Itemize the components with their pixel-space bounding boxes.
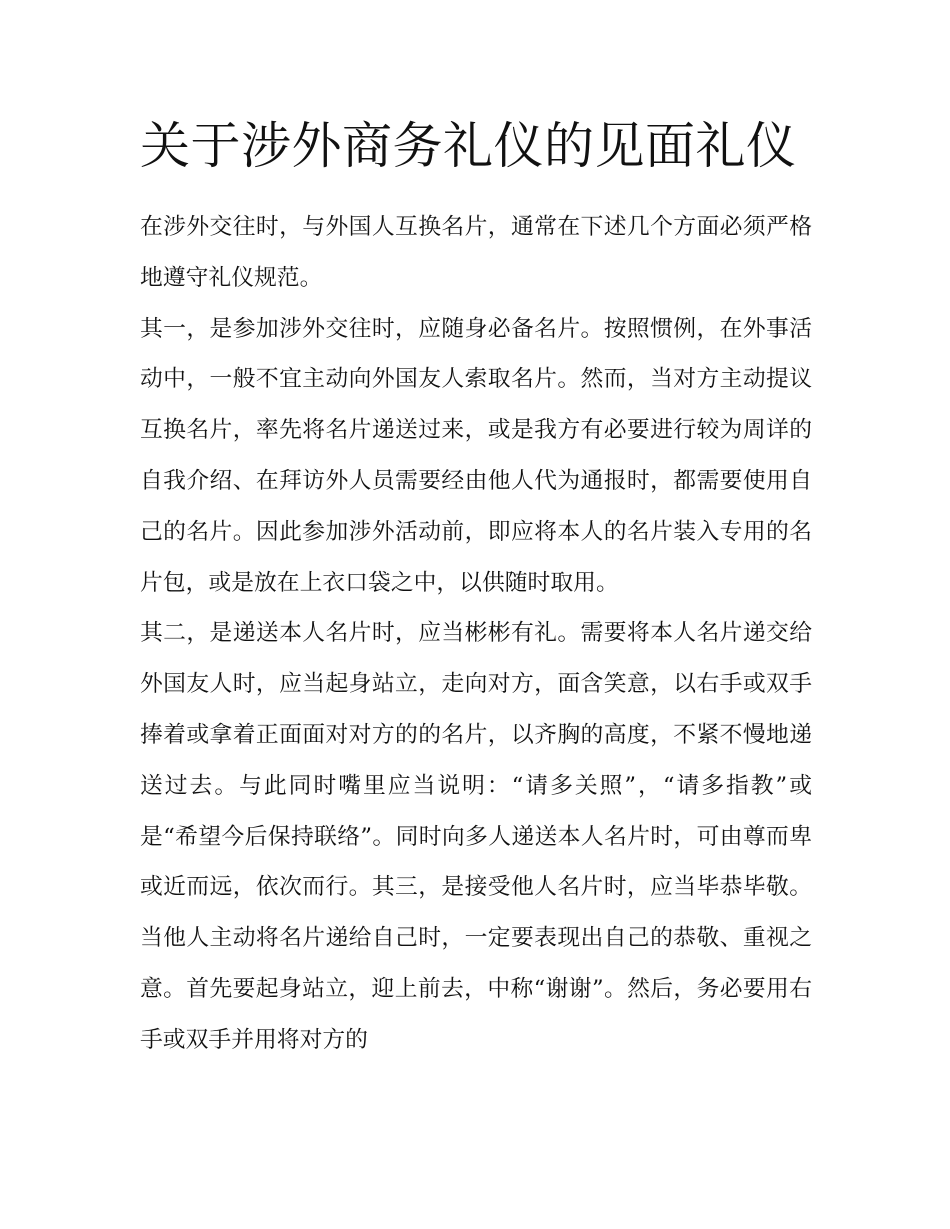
paragraph-first-point: 其一，是参加涉外交往时，应随身必备名片。按照惯例，在外事活动中，一般不宜主动向外国友人索取名片。然而，当对方主动提议互换名片，率先将名片递送过来，或是我方有必要进行较为周详的自我介绍、在拜访外人员需要经由他人代为通报时，都需要使用自己的名片。因此参加涉外活动前，即应将本人的名片装入专用的名片包，或是放在上衣口袋之中，以供随时取用。 <box>140 315 812 596</box>
paragraph-second-point: 其二，是递送本人名片时，应当彬彬有礼。需要将本人名片递交给外国友人时，应当起身站立，走向对方，面含笑意，以右手或双手捧着或拿着正面面对对方的的名片，以齐胸的高度，不紧不慢地递送过去。与此同时嘴里应当说明：“请多关照”，“请多指教”或是“希望今后保持联络”。同时向多人递送本人名片时，可由尊而卑或近而远，依次而行。其三，是接受他人名片时，应当毕恭毕敬。当他人主动将名片递给自己时，一定要表现出自己的恭敬、重视之意。首先要起身站立，迎上前去，中称“谢谢”。然后，务必要用右手或双手并用将对方的 <box>140 620 812 1053</box>
document-title: 关于涉外商务礼仪的见面礼仪 <box>140 117 797 175</box>
paragraph-intro: 在涉外交往时，与外国人互换名片，通常在下述几个方面必须严格地遵守礼仪规范。 <box>140 214 812 291</box>
document-page <box>140 112 812 1066</box>
